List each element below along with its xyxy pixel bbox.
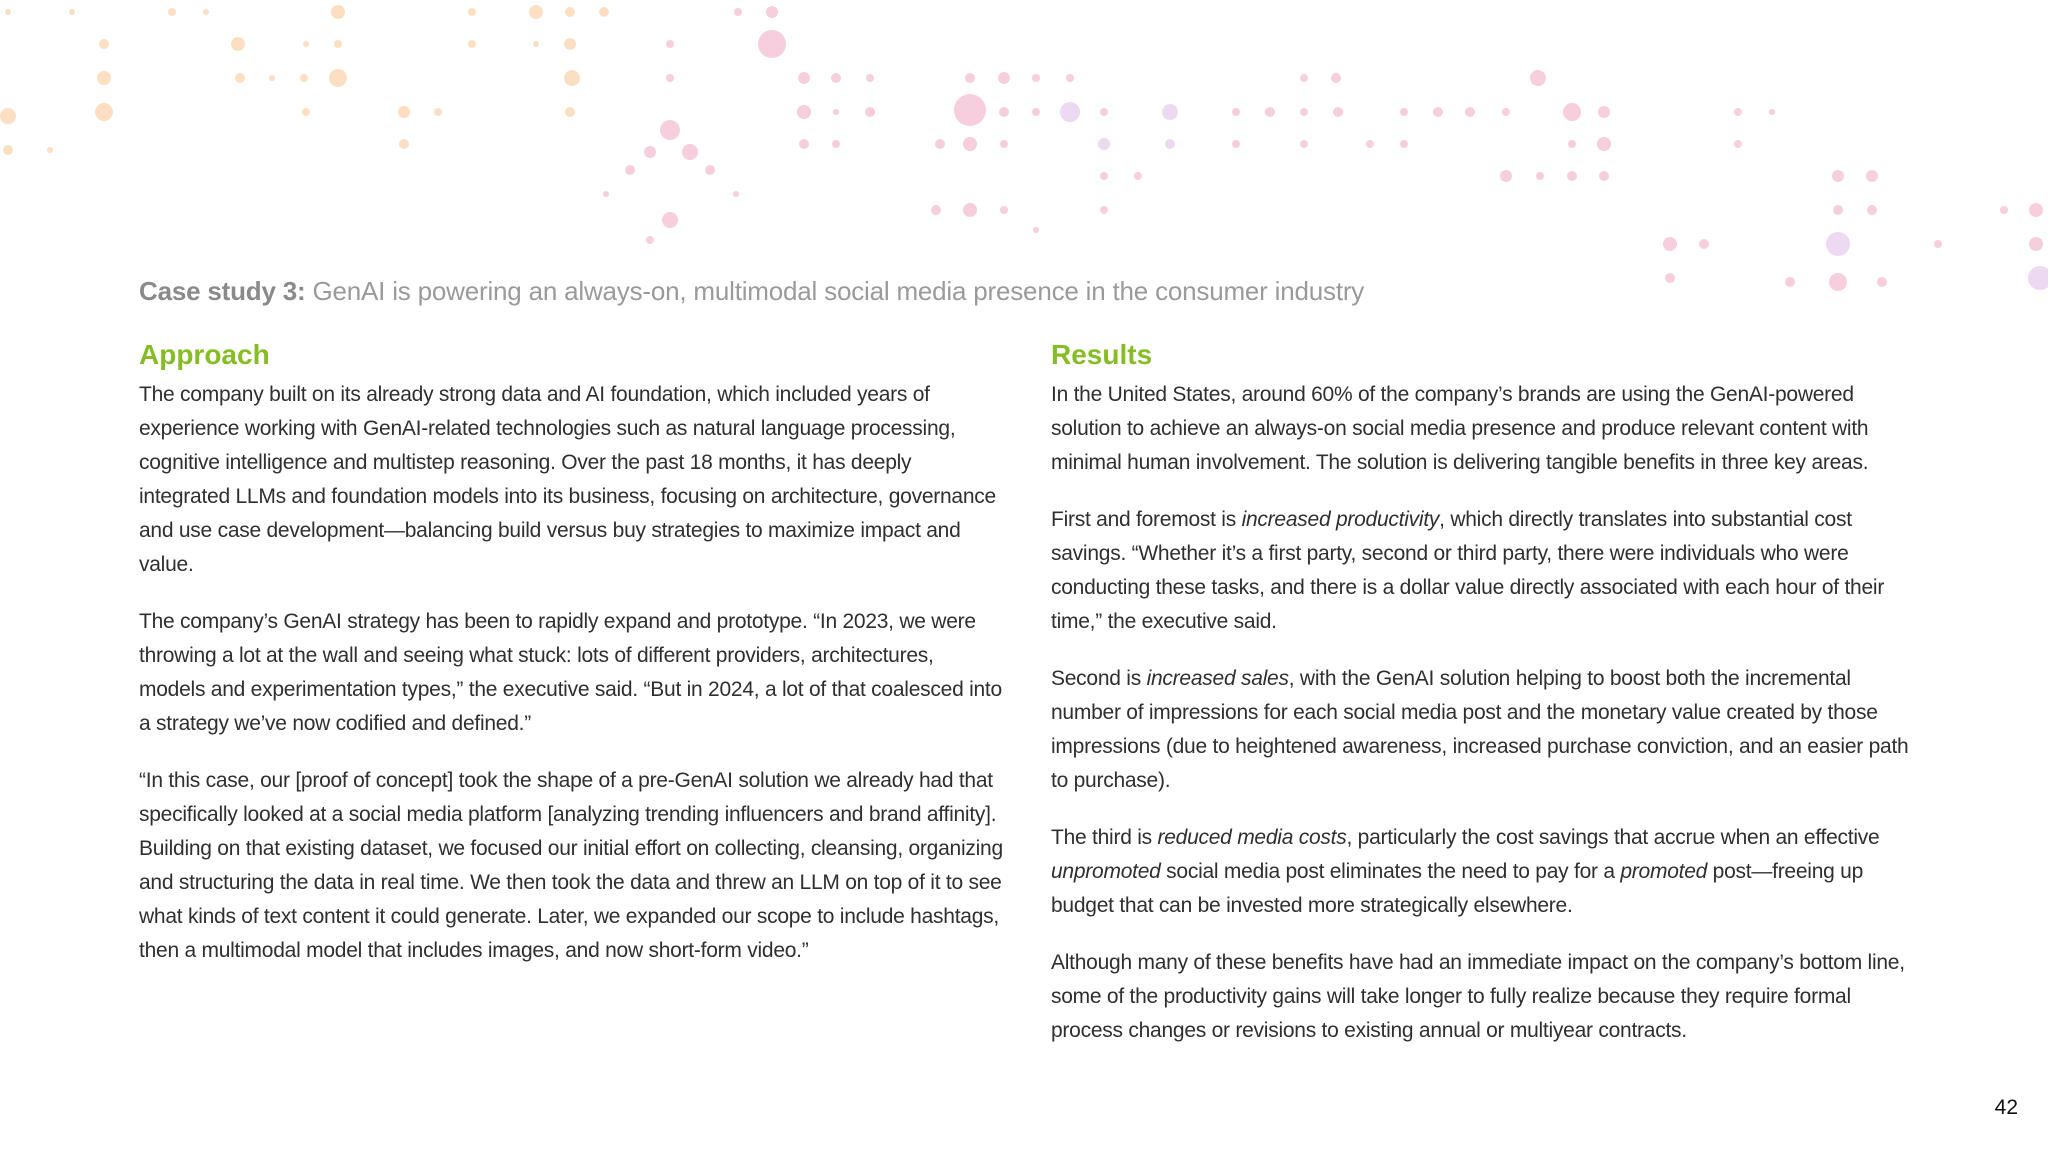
decorative-dot [1400, 108, 1408, 116]
results-p2-emphasis: increased productivity [1241, 508, 1440, 531]
decorative-dot [866, 74, 874, 82]
results-p3-lead: Second is [1051, 667, 1147, 690]
decorative-dot [1826, 232, 1850, 256]
decorative-dot [1568, 140, 1576, 148]
decorative-dot-pattern [0, 0, 2048, 300]
decorative-dot [666, 74, 674, 82]
decorative-dot [399, 139, 409, 149]
decorative-dot [797, 105, 811, 119]
decorative-dot [963, 203, 977, 217]
decorative-dot [0, 108, 16, 124]
results-p4-middle-2: social media post eliminates the need to pay for a [1160, 860, 1621, 883]
decorative-dot [300, 74, 308, 82]
decorative-dot [799, 139, 809, 149]
decorative-dot [1060, 102, 1080, 122]
results-p4-emphasis-2: unpromoted [1051, 860, 1161, 883]
decorative-dot [682, 144, 698, 160]
decorative-dot [2029, 203, 2043, 217]
decorative-dot [831, 73, 841, 83]
decorative-dot [1000, 140, 1008, 148]
decorative-dot [1665, 273, 1675, 283]
results-paragraph-4 [1051, 821, 1911, 923]
decorative-dot [1134, 172, 1142, 180]
decorative-dot [1833, 205, 1843, 215]
results-paragraph-3 [1051, 662, 1911, 798]
decorative-dot [1100, 172, 1108, 180]
decorative-dot [1100, 206, 1108, 214]
decorative-dot [599, 7, 609, 17]
decorative-dot [529, 5, 543, 19]
decorative-dot [646, 236, 654, 244]
results-p4-emphasis-1: reduced media costs [1157, 826, 1347, 849]
decorative-dot [832, 140, 840, 148]
case-study-label: Case study 3: [139, 276, 306, 306]
decorative-dot [644, 146, 656, 158]
decorative-dot [97, 71, 111, 85]
decorative-dot [662, 212, 678, 228]
decorative-dot [1162, 104, 1178, 120]
decorative-dot [660, 120, 680, 140]
decorative-dot [1098, 138, 1110, 150]
results-paragraph-1: In the United States, around 60% of the company’s brands are using the GenAI-powered solution to achieve an always-on social media presence and produce relevant content with minimal human involvement. The solution is delivering tangible benefits in three key areas. [1051, 383, 1869, 474]
decorative-dot [303, 41, 309, 47]
results-p4-emphasis-3: promoted [1620, 860, 1708, 883]
approach-section [139, 338, 1004, 991]
decorative-dot [999, 107, 1009, 117]
decorative-dot [1232, 108, 1240, 116]
results-section [1051, 338, 1911, 1071]
results-heading: Results [1051, 339, 1153, 370]
results-p2-rest: , which directly translates into substantial cost savings. “Whether it’s a first party, second or third party, there were individuals who were conducting these tasks, and there is a dollar value directly associated with each hour of their time,” the executive said. [1051, 508, 1885, 633]
decorative-dot [1100, 108, 1108, 116]
decorative-dot [331, 5, 345, 19]
results-p4-lead: The third is [1051, 826, 1158, 849]
decorative-dot [231, 37, 245, 51]
decorative-dot [1232, 140, 1240, 148]
decorative-dot [1300, 108, 1308, 116]
decorative-dot [865, 107, 875, 117]
decorative-dot [1500, 170, 1512, 182]
approach-paragraph-2: The company’s GenAI strategy has been to rapidly expand and prototype. “In 2023, we were throwing a lot at the wall and seeing what stuck: lots of different providers, architectures, models and experimentation types,” the executive said. “But in 2024, a lot of that coalesced into a strategy we’ve now codified and defined.” [139, 610, 1002, 735]
decorative-dot [2028, 266, 2048, 290]
decorative-dot [1465, 107, 1475, 117]
decorative-dot [564, 70, 580, 86]
approach-paragraph-1: The company built on its already strong data and AI foundation, which included years of experience working with GenAI-related technologies such as natural language processing, cognitive intelligence and multistep reasoning. Over the past 18 months, it has deeply integrated LLMs and foundation models into its business, focusing on architecture, governance and use case development—balancing build versus buy strategies to maximize impact and value. [139, 383, 996, 576]
decorative-dot [935, 139, 945, 149]
decorative-dot [168, 8, 176, 16]
decorative-dot [1597, 137, 1611, 151]
decorative-dot [625, 165, 635, 175]
results-p3-rest: , with the GenAI solution helping to boost both the incremental number of impressions for each social media post and the monetary value created by those impressions (due to heightened awareness, increased purchase conviction, and an easier path to purchase). [1051, 667, 1909, 792]
decorative-dot [302, 108, 310, 116]
approach-heading: Approach [139, 339, 270, 370]
decorative-dot [1866, 170, 1878, 182]
decorative-dot [1663, 237, 1677, 251]
decorative-dot [3, 145, 13, 155]
decorative-dot [203, 9, 209, 15]
decorative-dot [705, 165, 715, 175]
results-paragraph-5: Although many of these benefits have had an immediate impact on the company’s bottom line, some of the productivity gains will take longer to fully realize because they require formal process changes or revisions to existing annual or multiyear contracts. [1051, 951, 1905, 1042]
decorative-dot [666, 40, 674, 48]
decorative-dot [603, 191, 609, 197]
decorative-dot [1599, 171, 1609, 181]
decorative-dot [1567, 171, 1577, 181]
decorative-dot [733, 191, 739, 197]
decorative-dot [963, 137, 977, 151]
decorative-dot [1769, 109, 1775, 115]
decorative-dot [1502, 108, 1510, 116]
decorative-dot [798, 72, 810, 84]
decorative-dot [1832, 170, 1844, 182]
decorative-dot [1300, 140, 1308, 148]
decorative-dot [766, 6, 778, 18]
decorative-dot [1563, 103, 1581, 121]
decorative-dot [565, 7, 575, 17]
page-number: 42 [1994, 1096, 2018, 1119]
decorative-dot [758, 30, 786, 58]
approach-paragraph-3: “In this case, our [proof of concept] took the shape of a pre-GenAI solution we already had that specifically looked at a social media platform [analyzing trending influencers and brand affinity]. Building on that existing dataset, we focused our initial effort on collecting, cleansing, organizing and structuring the data in real time. We then took the data and threw an LLM on top of it to see what kinds of text content it could generate. Later, we expanded our scope to include hashtags, then a multimodal model that includes images, and now short-form video.” [139, 769, 1003, 962]
decorative-dot [235, 73, 245, 83]
decorative-dot [1867, 205, 1877, 215]
decorative-dot [269, 75, 275, 81]
decorative-dot [398, 106, 410, 118]
results-p3-emphasis: increased sales [1146, 667, 1289, 690]
case-study-description: GenAI is powering an always-on, multimodal social media presence in the consumer industry [312, 276, 1365, 306]
decorative-dot [1530, 70, 1546, 86]
decorative-dot [954, 94, 986, 126]
decorative-dot [95, 103, 113, 121]
results-p2-lead: First and foremost is [1051, 508, 1242, 531]
decorative-dot [99, 39, 109, 49]
decorative-dot [1331, 73, 1341, 83]
decorative-dot [565, 107, 575, 117]
decorative-dot [1032, 74, 1040, 82]
decorative-dot [1536, 172, 1544, 180]
results-p4-middle-1: , particularly the cost savings that accrue when an effective [1346, 826, 1880, 849]
decorative-dot [1000, 206, 1008, 214]
decorative-dot [564, 38, 576, 50]
decorative-dot [1366, 140, 1374, 148]
decorative-dot [965, 73, 975, 83]
decorative-dot [5, 9, 11, 15]
decorative-dot [1165, 139, 1175, 149]
decorative-dot [1734, 108, 1742, 116]
decorative-dot [1300, 74, 1308, 82]
decorative-dot [329, 69, 347, 87]
decorative-dot [931, 205, 941, 215]
decorative-dot [1829, 273, 1847, 291]
decorative-dot [833, 109, 839, 115]
decorative-dot [334, 40, 342, 48]
decorative-dot [1734, 140, 1742, 148]
decorative-dot [1333, 107, 1343, 117]
decorative-dot [434, 108, 442, 116]
decorative-dot [69, 9, 75, 15]
decorative-dot [1265, 107, 1275, 117]
decorative-dot [734, 8, 742, 16]
decorative-dot [468, 40, 476, 48]
decorative-dot [1598, 106, 1610, 118]
decorative-dot [2000, 206, 2008, 214]
decorative-dot [1433, 107, 1443, 117]
decorative-dot [998, 72, 1010, 84]
results-paragraph-2 [1051, 503, 1911, 639]
decorative-dot [1785, 277, 1795, 287]
decorative-dot [1699, 239, 1709, 249]
decorative-dot [1033, 227, 1039, 233]
decorative-dot [533, 41, 539, 47]
results-p4-rest: post—freeing up budget that can be invested more strategically elsewhere. [1051, 860, 1864, 917]
decorative-dot [1066, 74, 1074, 82]
decorative-dot [468, 8, 476, 16]
decorative-dot [1400, 140, 1408, 148]
decorative-dot [2029, 237, 2043, 251]
decorative-dot [1032, 108, 1040, 116]
decorative-dot [1877, 277, 1887, 287]
case-study-title [139, 276, 1364, 307]
decorative-dot [1934, 240, 1942, 248]
decorative-dot [47, 147, 53, 153]
